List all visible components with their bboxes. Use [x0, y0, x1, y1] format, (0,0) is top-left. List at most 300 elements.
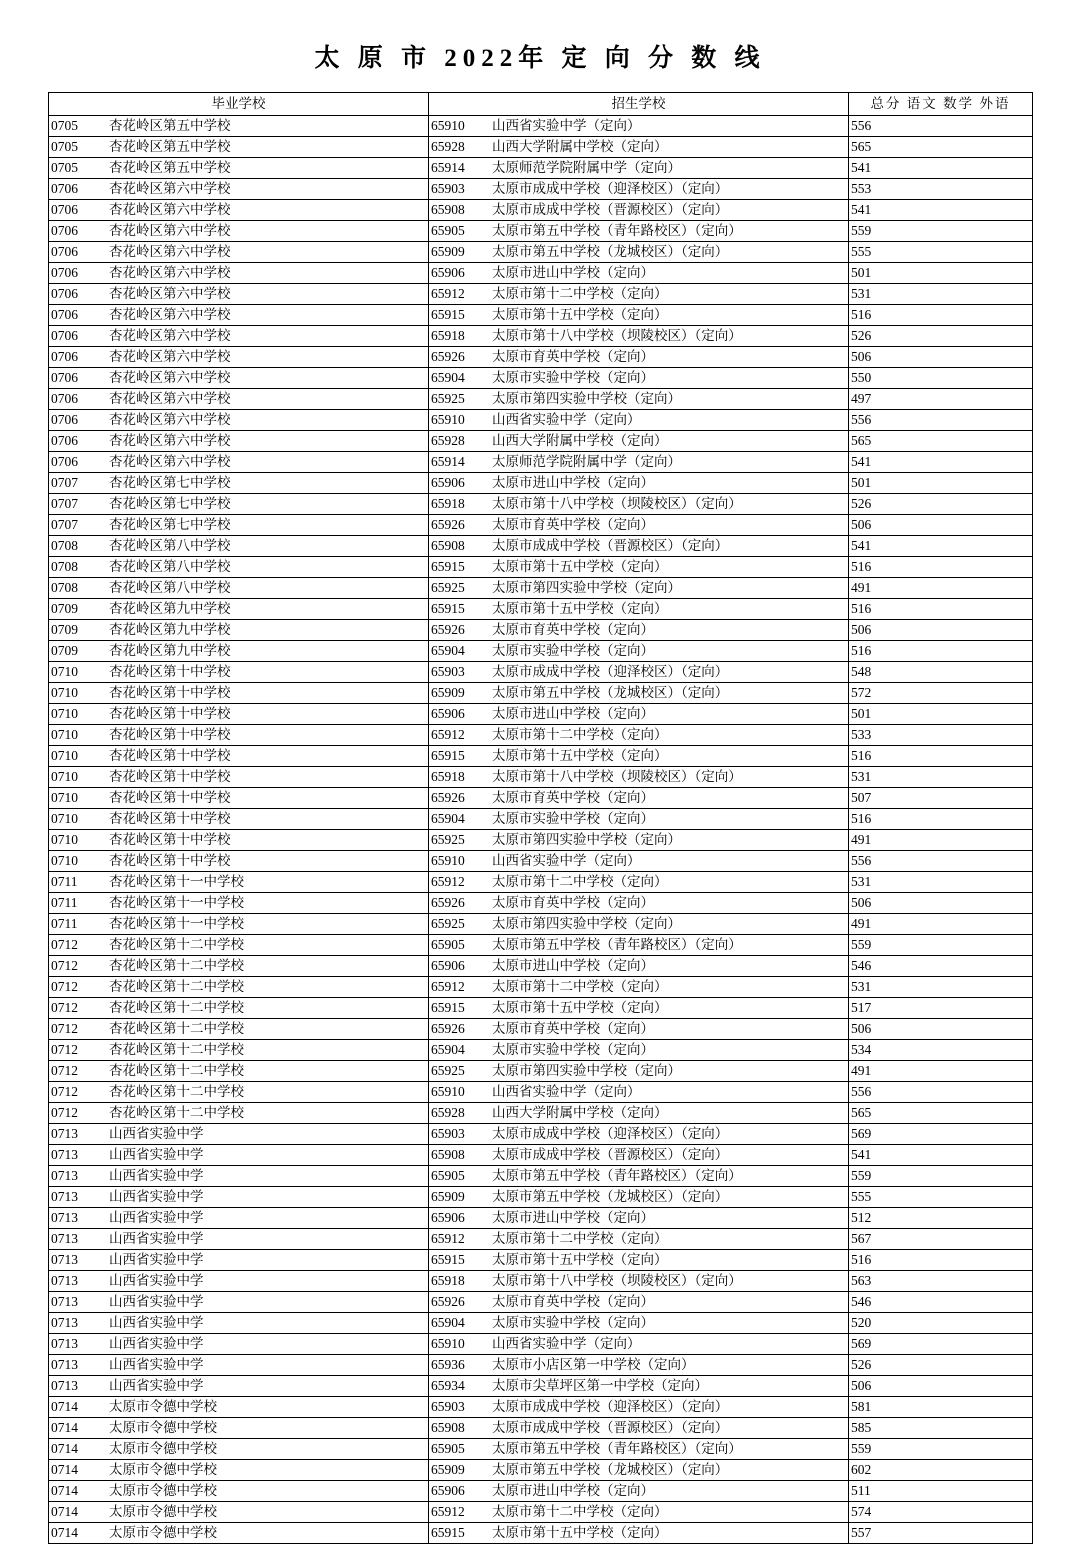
enrolling-school-name: 太原市第十二中学校（定向） [492, 1230, 668, 1246]
enrolling-school-name: 太原市第十二中学校（定向） [492, 726, 668, 742]
graduating-school-code: 0710 [51, 768, 78, 784]
enrolling-school-name: 太原市第五中学校（青年路校区）（定向） [492, 1167, 742, 1183]
table-row [49, 1523, 1033, 1544]
total-score-cell: 531 [849, 767, 1033, 788]
graduating-school-code: 0712 [51, 1020, 78, 1036]
total-score-cell: 497 [849, 389, 1033, 410]
enrolling-school-code: 65908 [431, 201, 465, 217]
enrolling-school-cell [429, 179, 849, 200]
table-row [49, 536, 1033, 557]
enrolling-school-code: 65904 [431, 1314, 465, 1330]
graduating-school-name: 杏花岭区第十二中学校 [109, 1062, 244, 1078]
total-score-cell: 550 [849, 368, 1033, 389]
enrolling-school-code: 65904 [431, 810, 465, 826]
graduating-school-cell [49, 284, 429, 305]
enrolling-school-name: 太原市第四实验中学校（定向） [492, 390, 681, 406]
enrolling-school-cell [429, 704, 849, 725]
enrolling-school-name: 太原市第十八中学校（坝陵校区）（定向） [492, 1272, 742, 1288]
enrolling-school-name: 太原市第五中学校（青年路校区）（定向） [492, 1440, 742, 1456]
enrolling-school-cell [429, 494, 849, 515]
graduating-school-code: 0713 [51, 1230, 78, 1246]
enrolling-school-cell [429, 599, 849, 620]
table-row [49, 1124, 1033, 1145]
total-score-cell: 556 [849, 1082, 1033, 1103]
enrolling-school-cell [429, 452, 849, 473]
graduating-school-cell [49, 809, 429, 830]
table-row [49, 284, 1033, 305]
table-row [49, 389, 1033, 410]
graduating-school-name: 杏花岭区第六中学校 [109, 327, 231, 343]
enrolling-school-code: 65912 [431, 1503, 465, 1519]
enrolling-school-code: 65915 [431, 1524, 465, 1540]
total-score-cell: 559 [849, 935, 1033, 956]
graduating-school-code: 0706 [51, 432, 78, 448]
graduating-school-code: 0711 [51, 873, 78, 889]
table-row [49, 1355, 1033, 1376]
enrolling-school-code: 65925 [431, 831, 465, 847]
enrolling-school-cell [429, 1355, 849, 1376]
total-score-cell: 507 [849, 788, 1033, 809]
total-score-cell: 512 [849, 1208, 1033, 1229]
table-row [49, 872, 1033, 893]
total-score-cell: 491 [849, 914, 1033, 935]
table-row [49, 935, 1033, 956]
graduating-school-cell [49, 347, 429, 368]
enrolling-school-name: 太原市第四实验中学校（定向） [492, 831, 681, 847]
enrolling-school-name: 太原市实验中学校（定向） [492, 1041, 654, 1057]
enrolling-school-name: 山西省实验中学（定向） [492, 1335, 641, 1351]
enrolling-school-cell [429, 809, 849, 830]
table-row [49, 242, 1033, 263]
enrolling-school-code: 65903 [431, 1125, 465, 1141]
graduating-school-name: 杏花岭区第十中学校 [109, 768, 231, 784]
total-score-cell: 565 [849, 431, 1033, 452]
enrolling-school-name: 太原市第五中学校（龙城校区）（定向） [492, 243, 729, 259]
enrolling-school-name: 太原市第五中学校（龙城校区）（定向） [492, 684, 729, 700]
graduating-school-code: 0713 [51, 1188, 78, 1204]
column-header-graduating-school: 毕业学校 [49, 93, 429, 116]
graduating-school-code: 0709 [51, 642, 78, 658]
enrolling-school-name: 太原市第十五中学校（定向） [492, 1524, 668, 1540]
enrolling-school-cell [429, 1208, 849, 1229]
enrolling-school-cell [429, 1418, 849, 1439]
table-row [49, 914, 1033, 935]
enrolling-school-name: 太原市第十五中学校（定向） [492, 306, 668, 322]
graduating-school-code: 0706 [51, 264, 78, 280]
graduating-school-code: 0707 [51, 516, 78, 532]
graduating-school-name: 山西省实验中学 [109, 1314, 204, 1330]
total-score-cell: 516 [849, 599, 1033, 620]
graduating-school-cell [49, 305, 429, 326]
enrolling-school-code: 65906 [431, 1482, 465, 1498]
table-row [49, 116, 1033, 137]
total-score-cell: 602 [849, 1460, 1033, 1481]
graduating-school-cell [49, 872, 429, 893]
enrolling-school-name: 太原市第十八中学校（坝陵校区）（定向） [492, 495, 742, 511]
graduating-school-code: 0706 [51, 390, 78, 406]
enrolling-school-cell [429, 1439, 849, 1460]
graduating-school-name: 杏花岭区第八中学校 [109, 579, 231, 595]
graduating-school-code: 0706 [51, 201, 78, 217]
enrolling-school-code: 65926 [431, 348, 465, 364]
graduating-school-code: 0714 [51, 1524, 78, 1540]
enrolling-school-code: 65906 [431, 264, 465, 280]
graduating-school-cell [49, 116, 429, 137]
graduating-school-cell [49, 662, 429, 683]
total-score-cell: 491 [849, 578, 1033, 599]
enrolling-school-cell [429, 1313, 849, 1334]
graduating-school-cell [49, 767, 429, 788]
graduating-school-cell [49, 179, 429, 200]
enrolling-school-cell [429, 1523, 849, 1544]
graduating-school-code: 0712 [51, 957, 78, 973]
enrolling-school-code: 65909 [431, 1461, 465, 1477]
enrolling-school-cell [429, 620, 849, 641]
total-score-cell: 506 [849, 347, 1033, 368]
graduating-school-code: 0713 [51, 1314, 78, 1330]
graduating-school-cell [49, 641, 429, 662]
total-score-cell: 506 [849, 620, 1033, 641]
graduating-school-code: 0706 [51, 327, 78, 343]
enrolling-school-code: 65903 [431, 663, 465, 679]
total-score-cell: 574 [849, 1502, 1033, 1523]
enrolling-school-name: 太原市育英中学校（定向） [492, 621, 654, 637]
enrolling-school-code: 65926 [431, 1020, 465, 1036]
table-row [49, 1208, 1033, 1229]
table-row [49, 641, 1033, 662]
table-row [49, 851, 1033, 872]
table-row [49, 1439, 1033, 1460]
graduating-school-name: 杏花岭区第六中学校 [109, 201, 231, 217]
graduating-school-cell [49, 1229, 429, 1250]
enrolling-school-name: 山西大学附属中学校（定向） [492, 432, 668, 448]
table-header-row [49, 93, 1033, 116]
table-row [49, 998, 1033, 1019]
graduating-school-name: 杏花岭区第六中学校 [109, 453, 231, 469]
graduating-school-name: 杏花岭区第十中学校 [109, 663, 231, 679]
total-score-cell: 541 [849, 452, 1033, 473]
total-score-cell: 531 [849, 284, 1033, 305]
enrolling-school-code: 65910 [431, 117, 465, 133]
graduating-school-code: 0712 [51, 1062, 78, 1078]
table-row [49, 620, 1033, 641]
total-score-cell: 563 [849, 1271, 1033, 1292]
enrolling-school-name: 太原市成成中学校（晋源校区）（定向） [492, 201, 729, 217]
enrolling-school-code: 65904 [431, 1041, 465, 1057]
enrolling-school-code: 65912 [431, 285, 465, 301]
graduating-school-cell [49, 851, 429, 872]
graduating-school-name: 太原市令德中学校 [109, 1461, 217, 1477]
graduating-school-name: 杏花岭区第十中学校 [109, 831, 231, 847]
graduating-school-name: 杏花岭区第九中学校 [109, 642, 231, 658]
table-row [49, 494, 1033, 515]
graduating-school-name: 杏花岭区第十中学校 [109, 852, 231, 868]
total-score-cell: 526 [849, 1355, 1033, 1376]
graduating-school-name: 杏花岭区第十二中学校 [109, 1020, 244, 1036]
enrolling-school-code: 65928 [431, 1104, 465, 1120]
total-score-cell: 516 [849, 305, 1033, 326]
graduating-school-cell [49, 536, 429, 557]
graduating-school-code: 0707 [51, 495, 78, 511]
graduating-school-cell [49, 1481, 429, 1502]
table-row [49, 1313, 1033, 1334]
graduating-school-name: 杏花岭区第七中学校 [109, 495, 231, 511]
total-score-cell: 559 [849, 1439, 1033, 1460]
total-score-cell: 501 [849, 704, 1033, 725]
total-score-cell: 491 [849, 830, 1033, 851]
table-row [49, 767, 1033, 788]
graduating-school-name: 杏花岭区第六中学校 [109, 306, 231, 322]
table-row [49, 263, 1033, 284]
enrolling-school-name: 太原市成成中学校（迎泽校区）（定向） [492, 1125, 729, 1141]
enrolling-school-code: 65926 [431, 621, 465, 637]
enrolling-school-code: 65905 [431, 1440, 465, 1456]
graduating-school-name: 杏花岭区第六中学校 [109, 285, 231, 301]
graduating-school-code: 0710 [51, 726, 78, 742]
table-row [49, 431, 1033, 452]
enrolling-school-code: 65910 [431, 852, 465, 868]
enrolling-school-cell [429, 1061, 849, 1082]
enrolling-school-name: 太原市成成中学校（迎泽校区）（定向） [492, 663, 729, 679]
graduating-school-cell [49, 620, 429, 641]
enrolling-school-cell [429, 1124, 849, 1145]
total-score-cell: 569 [849, 1334, 1033, 1355]
graduating-school-code: 0713 [51, 1167, 78, 1183]
graduating-school-name: 杏花岭区第十二中学校 [109, 957, 244, 973]
total-score-cell: 541 [849, 536, 1033, 557]
graduating-school-code: 0711 [51, 894, 78, 910]
graduating-school-code: 0706 [51, 285, 78, 301]
graduating-school-cell [49, 1061, 429, 1082]
enrolling-school-cell [429, 935, 849, 956]
graduating-school-code: 0706 [51, 306, 78, 322]
enrolling-school-name: 太原市进山中学校（定向） [492, 705, 654, 721]
table-row [49, 746, 1033, 767]
graduating-school-code: 0713 [51, 1377, 78, 1393]
graduating-school-cell [49, 683, 429, 704]
graduating-school-code: 0706 [51, 369, 78, 385]
graduating-school-cell [49, 1502, 429, 1523]
table-row [49, 1334, 1033, 1355]
graduating-school-code: 0710 [51, 663, 78, 679]
graduating-school-cell [49, 1250, 429, 1271]
enrolling-school-cell [429, 1019, 849, 1040]
total-score-cell: 516 [849, 1250, 1033, 1271]
table-row [49, 977, 1033, 998]
enrolling-school-cell [429, 1397, 849, 1418]
table-row [49, 1166, 1033, 1187]
graduating-school-code: 0711 [51, 915, 78, 931]
enrolling-school-name: 太原市第十二中学校（定向） [492, 873, 668, 889]
enrolling-school-name: 太原市实验中学校（定向） [492, 369, 654, 385]
graduating-school-cell [49, 1292, 429, 1313]
graduating-school-code: 0706 [51, 243, 78, 259]
enrolling-school-cell [429, 1460, 849, 1481]
graduating-school-name: 太原市令德中学校 [109, 1524, 217, 1540]
graduating-school-name: 山西省实验中学 [109, 1167, 204, 1183]
enrolling-school-name: 太原市进山中学校（定向） [492, 474, 654, 490]
graduating-school-name: 杏花岭区第六中学校 [109, 180, 231, 196]
graduating-school-cell [49, 893, 429, 914]
graduating-school-cell [49, 1313, 429, 1334]
table-row [49, 515, 1033, 536]
enrolling-school-cell [429, 1334, 849, 1355]
graduating-school-code: 0706 [51, 411, 78, 427]
enrolling-school-code: 65904 [431, 642, 465, 658]
enrolling-school-code: 65926 [431, 789, 465, 805]
graduating-school-code: 0708 [51, 558, 78, 574]
graduating-school-name: 杏花岭区第九中学校 [109, 621, 231, 637]
table-row [49, 179, 1033, 200]
enrolling-school-code: 65910 [431, 1083, 465, 1099]
graduating-school-code: 0713 [51, 1251, 78, 1267]
graduating-school-name: 杏花岭区第五中学校 [109, 138, 231, 154]
enrolling-school-code: 65906 [431, 1209, 465, 1225]
page-title: 太 原 市 2022年 定 向 分 数 线 [314, 45, 766, 72]
enrolling-school-name: 太原市第十五中学校（定向） [492, 1251, 668, 1267]
table-row [49, 1271, 1033, 1292]
graduating-school-code: 0713 [51, 1209, 78, 1225]
column-header-enrolling-school: 招生学校 [429, 93, 849, 116]
total-score-cell: 516 [849, 557, 1033, 578]
graduating-school-cell [49, 998, 429, 1019]
enrolling-school-code: 65909 [431, 684, 465, 700]
graduating-school-cell [49, 1208, 429, 1229]
graduating-school-name: 杏花岭区第十二中学校 [109, 978, 244, 994]
enrolling-school-name: 太原市育英中学校（定向） [492, 1020, 654, 1036]
graduating-school-code: 0714 [51, 1419, 78, 1435]
table-row [49, 1502, 1033, 1523]
total-score-cell: 556 [849, 410, 1033, 431]
graduating-school-cell [49, 956, 429, 977]
graduating-school-name: 杏花岭区第八中学校 [109, 537, 231, 553]
enrolling-school-code: 65915 [431, 306, 465, 322]
graduating-school-name: 杏花岭区第十二中学校 [109, 1041, 244, 1057]
graduating-school-name: 杏花岭区第五中学校 [109, 159, 231, 175]
enrolling-school-cell [429, 1292, 849, 1313]
enrolling-school-cell [429, 830, 849, 851]
total-score-cell: 520 [849, 1313, 1033, 1334]
enrolling-school-cell [429, 368, 849, 389]
enrolling-school-cell [429, 725, 849, 746]
table-row [49, 158, 1033, 179]
graduating-school-cell [49, 725, 429, 746]
graduating-school-cell [49, 599, 429, 620]
enrolling-school-cell [429, 473, 849, 494]
total-score-cell: 565 [849, 137, 1033, 158]
enrolling-school-code: 65926 [431, 516, 465, 532]
total-score-cell: 556 [849, 116, 1033, 137]
enrolling-school-cell [429, 137, 849, 158]
enrolling-school-name: 太原市育英中学校（定向） [492, 348, 654, 364]
table-body [49, 116, 1033, 1544]
total-score-cell: 565 [849, 1103, 1033, 1124]
enrolling-school-code: 65905 [431, 1167, 465, 1183]
enrolling-school-name: 太原市育英中学校（定向） [492, 894, 654, 910]
total-score-cell: 553 [849, 179, 1033, 200]
graduating-school-name: 山西省实验中学 [109, 1125, 204, 1141]
total-score-cell: 541 [849, 158, 1033, 179]
table-row [49, 1481, 1033, 1502]
graduating-school-name: 山西省实验中学 [109, 1188, 204, 1204]
graduating-school-cell [49, 368, 429, 389]
enrolling-school-code: 65912 [431, 1230, 465, 1246]
table-row [49, 599, 1033, 620]
graduating-school-name: 太原市令德中学校 [109, 1419, 217, 1435]
total-score-cell: 531 [849, 872, 1033, 893]
enrolling-school-cell [429, 662, 849, 683]
graduating-school-cell [49, 326, 429, 347]
graduating-school-name: 杏花岭区第七中学校 [109, 516, 231, 532]
total-score-cell: 526 [849, 494, 1033, 515]
graduating-school-name: 杏花岭区第十中学校 [109, 789, 231, 805]
enrolling-school-cell [429, 1271, 849, 1292]
graduating-school-code: 0708 [51, 579, 78, 595]
table-row [49, 1082, 1033, 1103]
graduating-school-name: 杏花岭区第十二中学校 [109, 1104, 244, 1120]
table-row [49, 1397, 1033, 1418]
table-row [49, 305, 1033, 326]
enrolling-school-name: 太原市进山中学校（定向） [492, 264, 654, 280]
total-score-cell: 506 [849, 1019, 1033, 1040]
enrolling-school-cell [429, 116, 849, 137]
graduating-school-code: 0706 [51, 348, 78, 364]
graduating-school-code: 0713 [51, 1146, 78, 1162]
total-score-cell: 506 [849, 1376, 1033, 1397]
enrolling-school-cell [429, 893, 849, 914]
table-row [49, 1376, 1033, 1397]
graduating-school-cell [49, 830, 429, 851]
enrolling-school-cell [429, 515, 849, 536]
enrolling-school-code: 65908 [431, 1419, 465, 1435]
enrolling-school-code: 65908 [431, 537, 465, 553]
graduating-school-name: 太原市令德中学校 [109, 1482, 217, 1498]
enrolling-school-cell [429, 305, 849, 326]
enrolling-school-code: 65912 [431, 726, 465, 742]
graduating-school-code: 0710 [51, 747, 78, 763]
graduating-school-code: 0713 [51, 1335, 78, 1351]
graduating-school-code: 0713 [51, 1272, 78, 1288]
total-score-cell: 556 [849, 851, 1033, 872]
enrolling-school-name: 太原师范学院附属中学（定向） [492, 453, 681, 469]
graduating-school-cell [49, 1271, 429, 1292]
graduating-school-name: 杏花岭区第十中学校 [109, 705, 231, 721]
enrolling-school-name: 太原市第五中学校（青年路校区）（定向） [492, 222, 742, 238]
graduating-school-cell [49, 1187, 429, 1208]
enrolling-school-cell [429, 1376, 849, 1397]
enrolling-school-name: 山西大学附属中学校（定向） [492, 138, 668, 154]
graduating-school-code: 0706 [51, 453, 78, 469]
total-score-cell: 585 [849, 1418, 1033, 1439]
enrolling-school-cell [429, 263, 849, 284]
total-score-cell: 557 [849, 1523, 1033, 1544]
enrolling-school-cell [429, 851, 849, 872]
enrolling-school-cell [429, 1082, 849, 1103]
graduating-school-cell [49, 1439, 429, 1460]
total-score-cell: 559 [849, 1166, 1033, 1187]
graduating-school-code: 0710 [51, 831, 78, 847]
total-score-cell: 491 [849, 1061, 1033, 1082]
enrolling-school-cell [429, 1166, 849, 1187]
graduating-school-cell [49, 1334, 429, 1355]
graduating-school-code: 0713 [51, 1293, 78, 1309]
total-score-cell: 516 [849, 809, 1033, 830]
total-score-cell: 511 [849, 1481, 1033, 1502]
enrolling-school-code: 65914 [431, 453, 465, 469]
total-score-cell: 541 [849, 1145, 1033, 1166]
enrolling-school-name: 太原市第十八中学校（坝陵校区）（定向） [492, 768, 742, 784]
graduating-school-cell [49, 1418, 429, 1439]
